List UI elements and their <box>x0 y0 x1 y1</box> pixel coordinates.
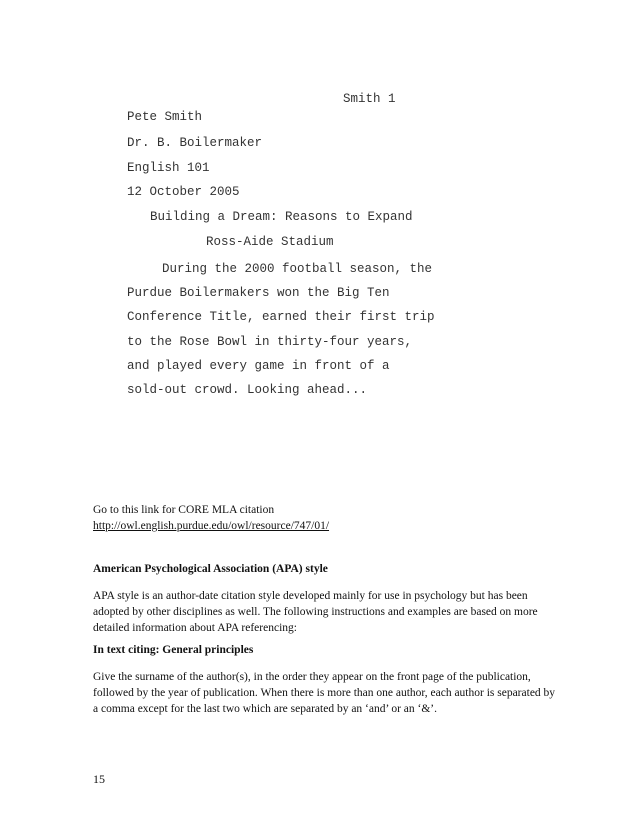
apa-heading: American Psychological Association (APA) style <box>93 563 328 575</box>
body-line: to the Rose Bowl in thirty-four years, <box>127 335 413 349</box>
link-intro: Go to this link for CORE MLA citation <box>93 504 275 516</box>
body-line: and played every game in front of a <box>127 359 390 373</box>
body-line: Purdue Boilermakers won the Big Ten <box>127 286 390 300</box>
page-number: 15 <box>93 772 105 786</box>
running-header: Smith 1 <box>343 92 396 106</box>
heading-line: Dr. B. Boilermaker <box>127 136 263 150</box>
paper-title: Ross-Aide Stadium <box>206 235 334 249</box>
heading-line: English 101 <box>127 161 210 175</box>
apa-intro-paragraph: APA style is an author-date citation style developed mainly for use in psychology but has been adopted by other disciplines as well. The following instructions and examples are based on more detailed information about APA referencing: <box>93 590 538 634</box>
apa-subheading: In text citing: General principles <box>93 644 254 656</box>
mla-citation-link[interactable]: http://owl.english.purdue.edu/owl/resource/747/01/ <box>93 520 330 532</box>
body-line: Conference Title, earned their first trip <box>127 310 435 324</box>
heading-line: Pete Smith <box>127 110 203 124</box>
heading-line: 12 October 2005 <box>127 185 240 199</box>
body-line: During the 2000 football season, the <box>162 262 433 276</box>
apa-principles-paragraph: Give the surname of the author(s), in the order they appear on the front page of the publication, followed by the year of publication. When there is more than one author, each author is separated by a comma except for the last two which are separated by an ‘and’ or an ‘&’. <box>93 671 556 715</box>
body-line: sold-out crowd. Looking ahead... <box>127 383 368 397</box>
paper-title: Building a Dream: Reasons to Expand <box>150 210 413 224</box>
